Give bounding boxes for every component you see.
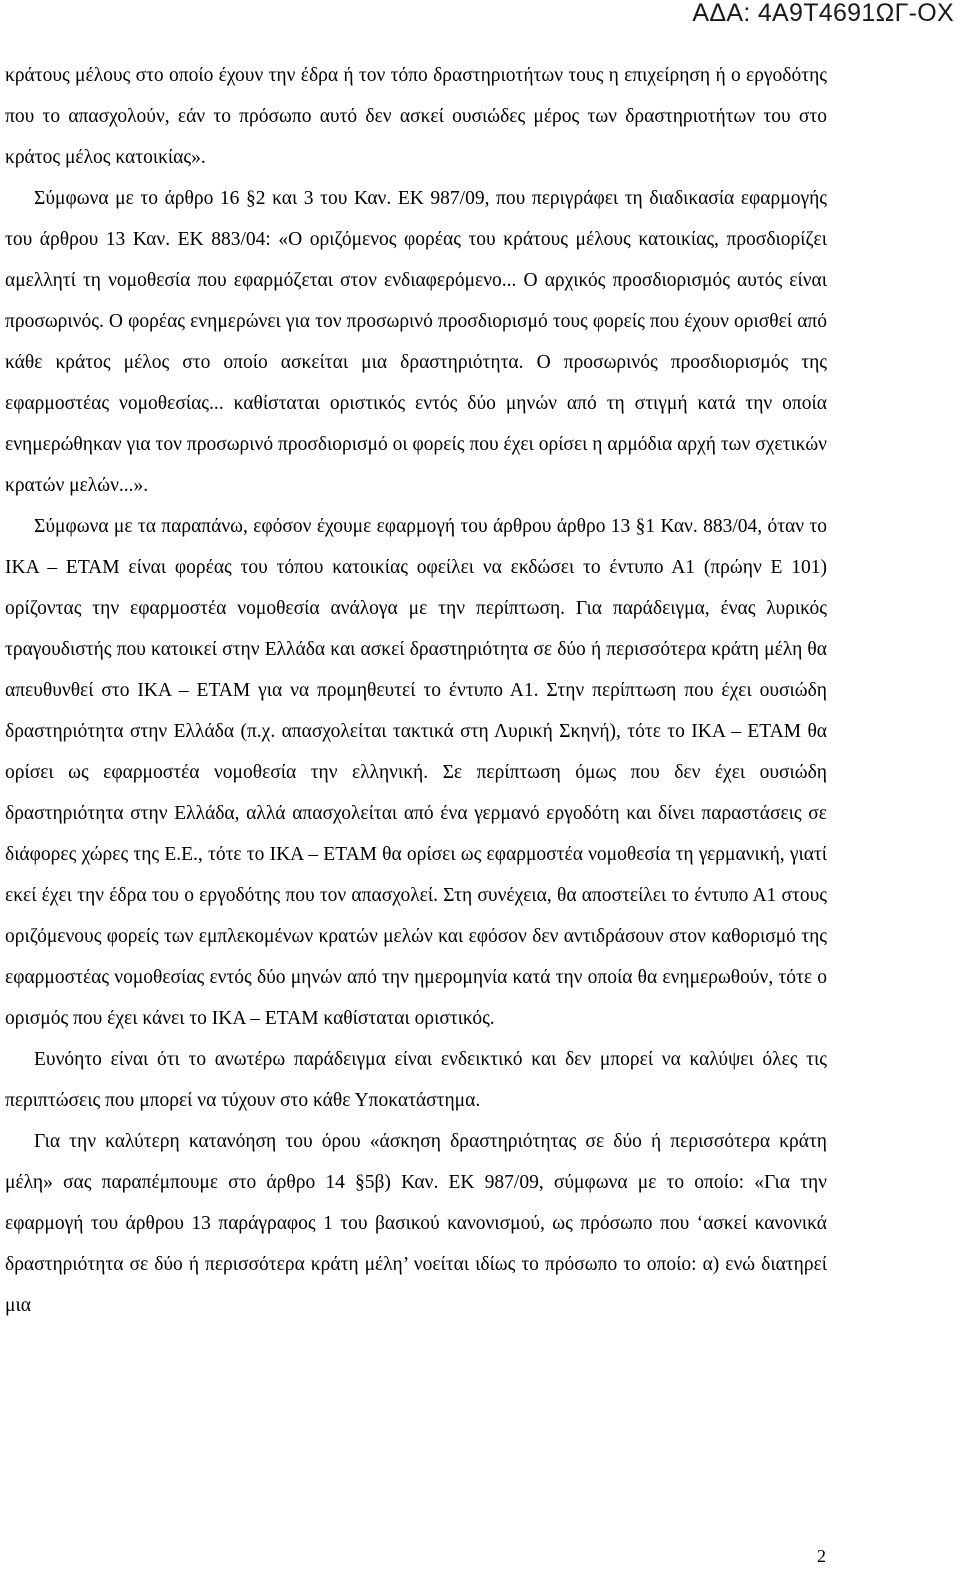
paragraph-4: Ευνόητο είναι ότι το ανωτέρω παράδειγμα είναι ενδεικτικό και δεν μπορεί να καλύψει όλες τις περιπτώσεις που μπορεί να τύχουν στο κάθε Υποκατάστημα. [5, 1049, 827, 1111]
ada-identifier: ΑΔΑ: 4Α9Τ4691ΩΓ-ΟΧ [692, 0, 954, 27]
document-body [5, 55, 827, 1326]
paragraph-5: Για την καλύτερη κατανόηση του όρου «άσκηση δραστηριότητας σε δύο ή περισσότερα κράτη μέλη» σας παραπέμπουμε στο άρθρο 14 §5β) Καν. ΕΚ 987/09, σύμφωνα με το οποίο: «Για την εφαρμογή του άρθρου 13 παράγραφος 1 του βασικού κανονισμού, ως πρόσωπο που ‘ασκεί κανονικά δραστηριότητα σε δύο ή περισσότερα κράτη μέλη’ νοείται ιδίως το πρόσωπο το οποίο: α) ενώ διατηρεί μια [5, 1131, 827, 1316]
page-number: 2 [817, 1546, 826, 1566]
paragraph-1: κράτους μέλους στο οποίο έχουν την έδρα ή τον τόπο δραστηριοτήτων τους η επιχείρηση ή ο εργοδότης που το απασχολούν, εάν το πρόσωπο αυτό δεν ασκεί ουσιώδες μέρος των δραστηριοτήτων του στο κράτος μέλος κατοικίας». [5, 65, 827, 168]
paragraph-2: Σύμφωνα με το άρθρο 16 §2 και 3 του Καν. ΕΚ 987/09, που περιγράφει τη διαδικασία εφαρμογής του άρθρου 13 Καν. ΕΚ 883/04: «Ο οριζόμενος φορέας του κράτους μέλους κατοικίας, προσδιορίζει αμελλητί τη νομοθεσία που εφαρμόζεται στον ενδιαφερόμενο... Ο αρχικός προσδιορισμός αυτός είναι προσωρινός. Ο φορέας ενημερώνει για τον προσωρινό προσδιορισμό τους φορείς που έχουν ορισθεί από κάθε κράτος μέλος στο οποίο ασκείται μια δραστηριότητα. Ο προσωρινός προσδιορισμός της εφαρμοστέας νομοθεσίας... καθίσταται οριστικός εντός δύο μηνών από τη στιγμή κατά την οποία ενημερώθηκαν για τον προσωρινό προσδιορισμό οι φορείς που έχει ορίσει η αρμόδια αρχή των σχετικών κρατών μελών...». [5, 188, 827, 496]
paragraph-3: Σύμφωνα με τα παραπάνω, εφόσον έχουμε εφαρμογή του άρθρου άρθρο 13 §1 Καν. 883/04, όταν το ΙΚΑ – ΕΤΑΜ είναι φορέας του τόπου κατοικίας οφείλει να εκδώσει το έντυπο Α1 (πρώην Ε 101) ορίζοντας την εφαρμοστέα νομοθεσία ανάλογα με την περίπτωση. Για παράδειγμα, ένας λυρικός τραγουδιστής που κατοικεί στην Ελλάδα και ασκεί δραστηριότητα σε δύο ή περισσότερα κράτη μέλη θα απευθυνθεί στο ΙΚΑ – ΕΤΑΜ για να προμηθευτεί το έντυπο Α1. Στην περίπτωση που έχει ουσιώδη δραστηριότητα στην Ελλάδα (π.χ. απασχολείται τακτικά στη Λυρική Σκηνή), τότε το ΙΚΑ – ΕΤΑΜ θα ορίσει ως εφαρμοστέα νομοθεσία την ελληνική. Σε περίπτωση όμως που δεν έχει ουσιώδη δραστηριότητα στην Ελλάδα, αλλά απασχολείται από ένα γερμανό εργοδότη και δίνει παραστάσεις σε διάφορες χώρες της Ε.Ε., τότε το ΙΚΑ – ΕΤΑΜ θα ορίσει ως εφαρμοστέα νομοθεσία τη γερμανική, γιατί εκεί έχει την έδρα του ο εργοδότης που τον απασχολεί. Στη συνέχεια, θα αποστείλει το έντυπο Α1 στους οριζόμενους φορείς των εμπλεκομένων κρατών μελών και εφόσον δεν αντιδράσουν στον καθορισμό της εφαρμοστέας νομοθεσίας εντός δύο μηνών από την ημερομηνία κατά την οποία θα ενημερωθούν, τότε ο ορισμός που έχει κάνει το ΙΚΑ – ΕΤΑΜ καθίσταται οριστικός. [5, 516, 827, 1029]
